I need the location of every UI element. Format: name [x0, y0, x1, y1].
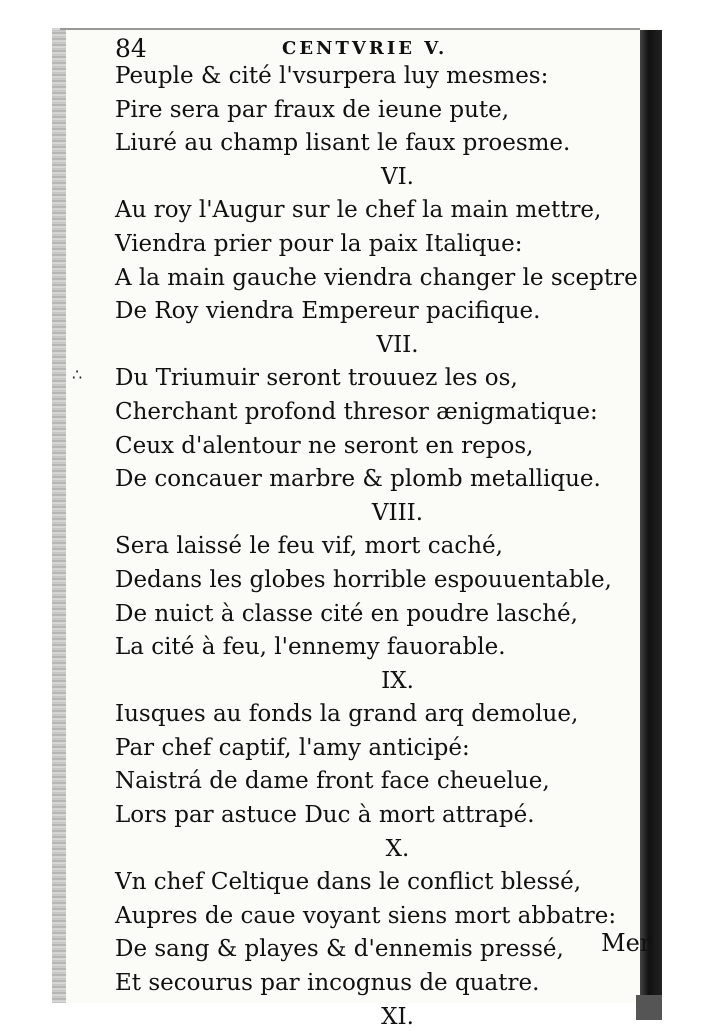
verse-line: Et secourus par incognus de quatre.	[115, 970, 540, 997]
verse-line: Viendra prier pour la paix Italique:	[115, 230, 523, 257]
verse-line: De sang & playes & d'ennemis pressé,	[115, 936, 564, 963]
verse-line: Ceux d'alentour ne seront en repos,	[115, 432, 534, 459]
verse-line: De concauer marbre & plomb metallique.	[115, 466, 601, 493]
verse-line: Lors par astuce Duc à mort attrapé.	[115, 802, 535, 829]
verse-line: De nuict à classe cité en poudre lasché,	[115, 600, 578, 627]
page-top-edge	[60, 28, 640, 30]
verse-line: Par chef captif, l'amy anticipé:	[115, 734, 470, 761]
page-number: 84	[115, 34, 147, 63]
verse-line: Cherchant profond thresor ænigmatique:	[115, 398, 598, 425]
margin-mark: ∴	[72, 365, 83, 384]
verse-line: Aupres de caue voyant siens mort abbatre:	[115, 902, 617, 929]
verse-line: Liuré au champ lisant le faux proesme.	[115, 130, 571, 157]
quatrain-text	[115, 60, 640, 1034]
running-title: CENTVRIE V.	[282, 38, 448, 59]
verse-line: Sera laissé le feu vif, mort caché,	[115, 533, 503, 560]
quatrain-number: IX.	[381, 667, 414, 694]
quatrain-number: VIII.	[371, 499, 424, 526]
verse-line: Vn chef Celtique dans le conflict blessé,	[115, 869, 582, 896]
verse-line: A la main gauche viendra changer le sceptre	[115, 264, 638, 291]
verse-line: Naistrá de dame front face cheuelue,	[115, 768, 550, 795]
verse-line: De Roy viendra Empereur pacifique.	[115, 298, 541, 325]
verse-line: Dedans les globes horrible espouuentable,	[115, 566, 612, 593]
verse-line: Pire sera par fraux de ieune pute,	[115, 96, 510, 123]
verse-line: Iusques au fonds la grand arq demolue,	[115, 701, 579, 728]
binding-shadow	[640, 30, 662, 1020]
quatrain-number: X.	[385, 835, 410, 862]
page-left-edge	[52, 28, 66, 1003]
verse-line: Du Triumuir seront trouuez les os,	[115, 365, 518, 392]
quatrain-number: VI.	[380, 163, 414, 190]
quatrain-number: XI.	[381, 1003, 414, 1030]
catchword: Mer	[601, 929, 652, 957]
verse-line: Au roy l'Augur sur le chef la main mettre,	[115, 197, 602, 224]
quatrain-number: VII.	[376, 331, 419, 358]
verse-line: La cité à feu, l'ennemy fauorable.	[115, 634, 506, 661]
verse-line: Peuple & cité l'vsurpera luy mesmes:	[115, 63, 549, 89]
